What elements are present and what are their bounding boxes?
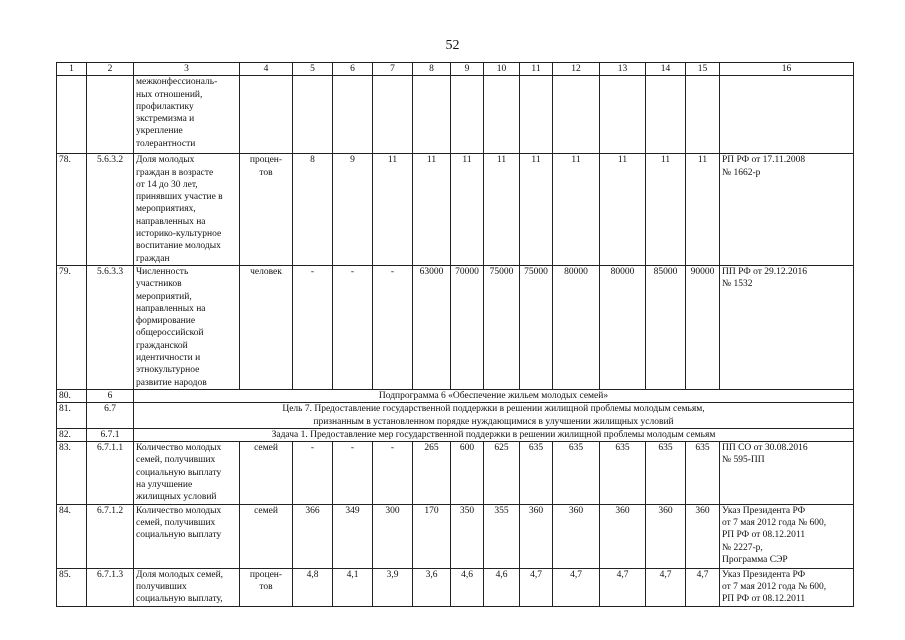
table-row <box>57 442 854 504</box>
table-row <box>57 568 854 606</box>
unit: процен- тов <box>240 154 293 266</box>
unit: человек <box>240 265 293 389</box>
legal-basis: РП РФ от 17.11.2008 № 1662-р <box>720 154 854 266</box>
value-cell: 4,7 <box>646 568 686 606</box>
header-cell: 15 <box>686 63 720 76</box>
value-cell: 11 <box>373 154 413 266</box>
header-row <box>57 63 854 76</box>
value-cell: 360 <box>646 504 686 568</box>
indicator-name: Доля молодых граждан в возрасте от 14 до 30 лет, принявших участие в мероприятиях, направленных на историко-культурное воспитание молодых граждан <box>134 154 240 266</box>
legal-basis: Указ Президента РФ от 7 мая 2012 года № 600, РП РФ от 08.12.2011 <box>720 568 854 606</box>
value-cell: 366 <box>293 504 333 568</box>
goal-title: Цель 7. Предоставление государственной поддержки в решении жилищной проблемы молодым семьям, признанным в установленном порядке нуждающимися в улучшении жилищных условий <box>134 403 854 429</box>
value-cell: 9 <box>333 154 373 266</box>
header-cell: 14 <box>646 63 686 76</box>
unit: процен- тов <box>240 568 293 606</box>
header-cell: 3 <box>134 63 240 76</box>
value-cell: 170 <box>413 504 451 568</box>
value-cell: 11 <box>413 154 451 266</box>
task-title: Задача 1. Предоставление мер государственной поддержки в решении жилищной проблемы молодым семьям <box>134 428 854 441</box>
header-cell: 16 <box>720 63 854 76</box>
header-cell: 12 <box>553 63 600 76</box>
row-number: 78. <box>57 154 87 266</box>
value-cell: 80000 <box>600 265 646 389</box>
value-cell: 4,7 <box>600 568 646 606</box>
value-cell: 11 <box>484 154 520 266</box>
header-cell: 6 <box>333 63 373 76</box>
value-cell: 4,7 <box>686 568 720 606</box>
value-cell: 11 <box>600 154 646 266</box>
table-row <box>57 265 854 389</box>
row-number: 84. <box>57 504 87 568</box>
value-cell: 4,8 <box>293 568 333 606</box>
unit: семей <box>240 442 293 504</box>
value-cell: 11 <box>451 154 484 266</box>
value-cell: 3,9 <box>373 568 413 606</box>
value-cell: 360 <box>686 504 720 568</box>
table-row <box>57 504 854 568</box>
value-cell: 90000 <box>686 265 720 389</box>
indicator-name: Доля молодых семей, получивших социальную выплату, <box>134 568 240 606</box>
value-cell: 4,1 <box>333 568 373 606</box>
row-number: 82. <box>57 428 87 441</box>
header-cell: 2 <box>87 63 134 76</box>
value-cell: 360 <box>520 504 553 568</box>
value-cell: 11 <box>553 154 600 266</box>
indicator-code: 6.7 <box>87 403 134 429</box>
indicator-code: 6.7.1.1 <box>87 442 134 504</box>
table-row <box>57 428 854 441</box>
header-cell: 4 <box>240 63 293 76</box>
subprogram-title: Подпрограмма 6 «Обеспечение жильем молодых семей» <box>134 389 854 402</box>
value-cell: 265 <box>413 442 451 504</box>
value-cell: - <box>373 442 413 504</box>
value-cell: 360 <box>600 504 646 568</box>
value-cell: 4,7 <box>553 568 600 606</box>
legal-basis: ПП СО от 30.08.2016 № 595-ПП <box>720 442 854 504</box>
value-cell: 11 <box>520 154 553 266</box>
value-cell: 8 <box>293 154 333 266</box>
value-cell: 349 <box>333 504 373 568</box>
indicator-code: 5.6.3.3 <box>87 265 134 389</box>
page-number: 52 <box>445 38 460 53</box>
row-number: 81. <box>57 403 87 429</box>
value-cell: 635 <box>686 442 720 504</box>
value-cell: 85000 <box>646 265 686 389</box>
indicator-code: 5.6.3.2 <box>87 154 134 266</box>
legal-basis: Указ Президента РФ от 7 мая 2012 года № 600, РП РФ от 08.12.2011 № 2227-р, Программа СЭР <box>720 504 854 568</box>
table-row <box>57 76 854 154</box>
value-cell: 11 <box>686 154 720 266</box>
indicator-name: Количество молодых семей, получивших социальную выплату <box>134 504 240 568</box>
value-cell: 635 <box>646 442 686 504</box>
indicator-name: межконфессиональ- ных отношений, профилактику экстремизма и укрепление толерантности <box>134 76 240 154</box>
value-cell: - <box>333 265 373 389</box>
row-number: 83. <box>57 442 87 504</box>
value-cell: - <box>293 442 333 504</box>
row-number: 79. <box>57 265 87 389</box>
value-cell: 3,6 <box>413 568 451 606</box>
header-cell: 13 <box>600 63 646 76</box>
indicator-name: Численность участников мероприятий, направленных на формирование общероссийской гражданской идентичности и этнокультурное развитие народов <box>134 265 240 389</box>
header-cell: 5 <box>293 63 333 76</box>
value-cell: 75000 <box>484 265 520 389</box>
table-row <box>57 389 854 402</box>
legal-basis: ПП РФ от 29.12.2016 № 1532 <box>720 265 854 389</box>
value-cell: 70000 <box>451 265 484 389</box>
value-cell: 80000 <box>553 265 600 389</box>
value-cell: 355 <box>484 504 520 568</box>
value-cell: - <box>373 265 413 389</box>
value-cell: 4,7 <box>520 568 553 606</box>
indicator-name: Количество молодых семей, получивших социальную выплату на улучшение жилищных условий <box>134 442 240 504</box>
value-cell: 63000 <box>413 265 451 389</box>
value-cell: 635 <box>553 442 600 504</box>
row-number: 85. <box>57 568 87 606</box>
value-cell: 11 <box>646 154 686 266</box>
header-cell: 11 <box>520 63 553 76</box>
indicators-table <box>56 62 854 607</box>
header-cell: 1 <box>57 63 87 76</box>
table-row <box>57 403 854 429</box>
value-cell: 4,6 <box>484 568 520 606</box>
value-cell: 75000 <box>520 265 553 389</box>
indicator-code: 6.7.1.3 <box>87 568 134 606</box>
value-cell: 635 <box>520 442 553 504</box>
value-cell: - <box>333 442 373 504</box>
value-cell: 360 <box>553 504 600 568</box>
table-row <box>57 154 854 266</box>
value-cell: 600 <box>451 442 484 504</box>
header-cell: 7 <box>373 63 413 76</box>
header-cell: 10 <box>484 63 520 76</box>
header-cell: 8 <box>413 63 451 76</box>
value-cell: - <box>293 265 333 389</box>
indicator-code: 6.7.1.2 <box>87 504 134 568</box>
indicator-code: 6 <box>87 389 134 402</box>
value-cell: 635 <box>600 442 646 504</box>
row-number: 80. <box>57 389 87 402</box>
value-cell: 300 <box>373 504 413 568</box>
header-cell: 9 <box>451 63 484 76</box>
unit: семей <box>240 504 293 568</box>
indicator-code: 6.7.1 <box>87 428 134 441</box>
value-cell: 350 <box>451 504 484 568</box>
value-cell: 625 <box>484 442 520 504</box>
value-cell: 4,6 <box>451 568 484 606</box>
